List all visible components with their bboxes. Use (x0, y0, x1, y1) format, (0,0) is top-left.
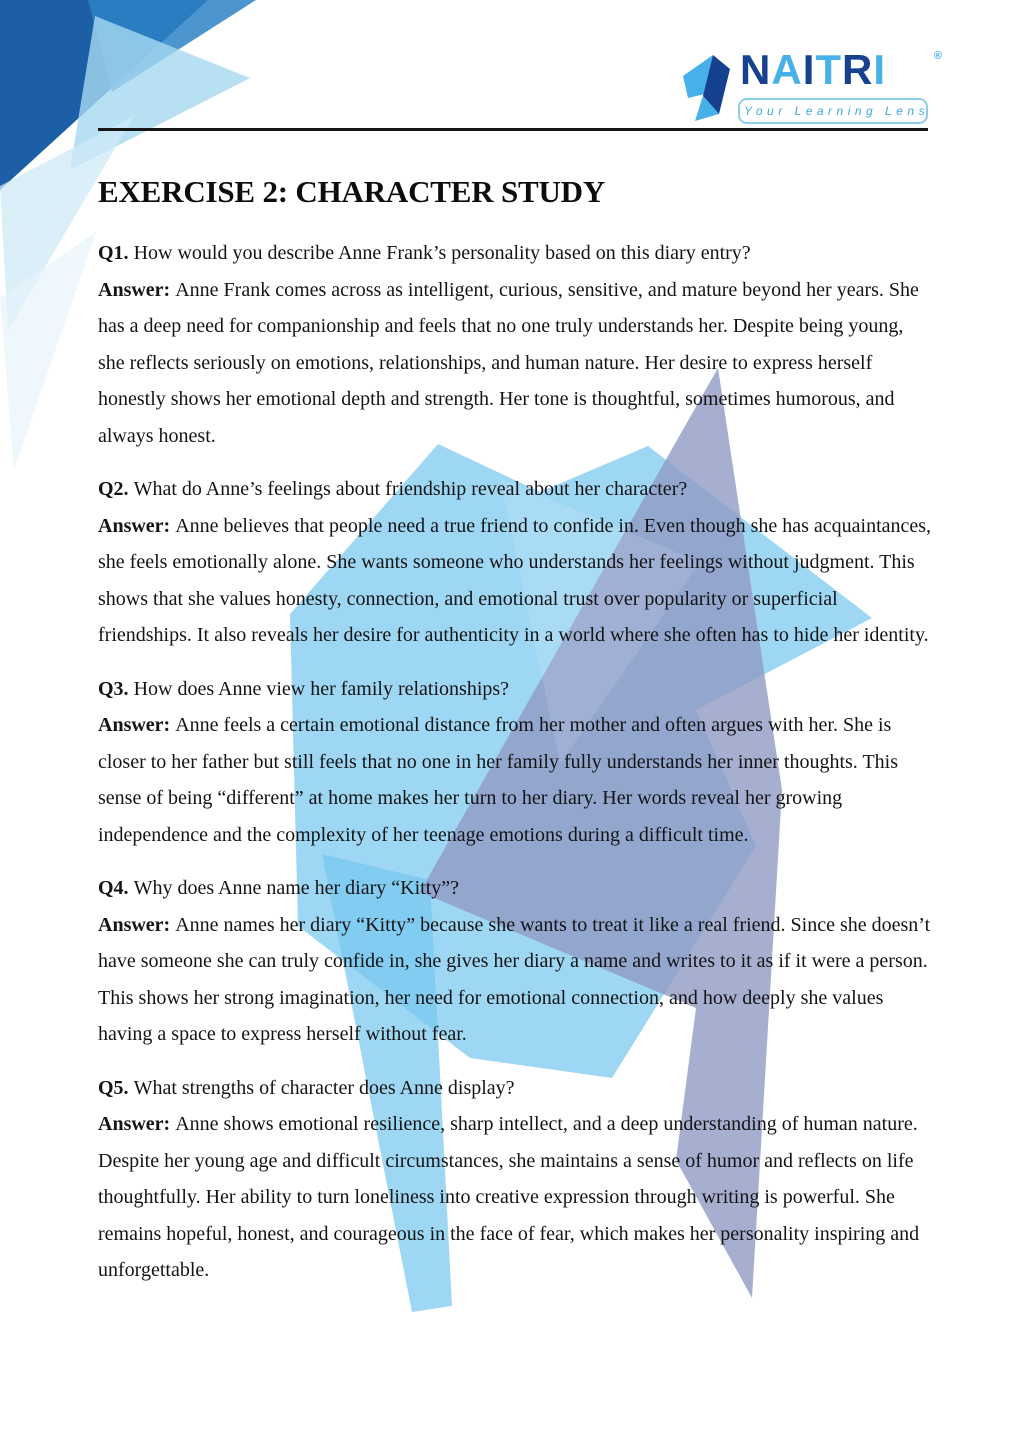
brand-letter: R (842, 46, 874, 93)
question-text: What strengths of character does Anne display? (133, 1076, 515, 1099)
registered-trademark-symbol: ® (933, 50, 942, 62)
answer-text: Anne names her diary “Kitty” because she wants to treat it like a real friend. Since she doesn’t have someone she can truly confide in, she gives her diary a name and writes to it as if it were a person. This shows her strong imagination, her need for emotional connection, and how deeply she values having a space to express herself without fear. (98, 913, 931, 1045)
answer (98, 272, 932, 455)
answer-text: Anne Frank comes across as intelligent, curious, sensitive, and mature beyond her years. She has a deep need for companionship and feels that no one truly understands her. Despite being young, she reflects seriously on emotions, relationships, and human nature. Her desire to express herself honestly shows her emotional depth and strength. Her tone is thoughtful, sometimes humorous, and always honest. (98, 278, 919, 447)
qa-block-3 (98, 671, 932, 854)
brand-tagline: Your Learning Lens (744, 104, 930, 118)
header-divider-line (98, 128, 928, 131)
question (98, 471, 932, 508)
brand-letter: I (873, 46, 887, 93)
answer-label: Answer: (98, 913, 171, 936)
document-content (98, 174, 932, 1306)
answer (98, 707, 932, 853)
brand-logo (680, 46, 942, 124)
question (98, 870, 932, 907)
brand-letter: I (802, 46, 816, 93)
question (98, 235, 932, 272)
question-text: How does Anne view her family relationships? (133, 677, 510, 700)
question-text: Why does Anne name her diary “Kitty”? (133, 877, 460, 899)
brand-letter: T (815, 46, 843, 93)
answer-label: Answer: (98, 278, 171, 301)
question-label: Q2. (98, 478, 129, 500)
brand-tagline-box (738, 98, 928, 124)
qa-block-1 (98, 235, 932, 454)
question-label: Q5. (98, 1076, 129, 1099)
answer-label: Answer: (98, 714, 171, 736)
question-text: What do Anne’s feelings about friendship reveal about her character? (133, 478, 688, 500)
answer (98, 907, 932, 1053)
answer-label: Answer: (98, 1113, 171, 1135)
brand-letter: N (740, 46, 772, 93)
question (98, 671, 932, 708)
qa-block-2 (98, 471, 932, 654)
question (98, 1070, 932, 1107)
qa-block-5 (98, 1070, 932, 1289)
qa-block-4 (98, 870, 932, 1053)
page-header (0, 0, 1024, 140)
answer-text: Anne shows emotional resilience, sharp intellect, and a deep understanding of human nature. Despite her young age and difficult circumstances, she maintains a sense of humor and reflects on life thoughtfully. Her ability to turn loneliness into creative expression through writing is powerful. She remains hopeful, honest, and courageous in the face of fear, which makes her personality inspiring and unforgettable. (98, 1113, 920, 1281)
brand-bird-icon (680, 52, 734, 122)
question-label: Q4. (98, 877, 129, 899)
answer-label: Answer: (98, 514, 171, 537)
question-text: How would you describe Anne Frank’s personality based on this diary entry? (133, 242, 751, 264)
answer (98, 1106, 932, 1289)
brand-letter: A (771, 46, 803, 93)
answer (98, 508, 932, 654)
brand-wordmark (740, 46, 886, 94)
answer-text: Anne believes that people need a true friend to confide in. Even though she has acquaintances, she feels emotionally alone. She wants someone who understands her feelings without judgment. This shows that she values honesty, connection, and emotional trust over popularity or superficial friendships. It also reveals her desire for authenticity in a world where she often has to hide her identity. (98, 514, 932, 646)
question-label: Q1. (98, 242, 129, 264)
answer-text: Anne feels a certain emotional distance from her mother and often argues with her. She is closer to her father but still feels that no one in her family fully understands her inner thoughts. This sense of being “different” at home makes her turn to her diary. Her words reveal her growing independence and the complexity of her teenage emotions during a difficult time. (98, 714, 898, 846)
page-title: EXERCISE 2: CHARACTER STUDY (98, 174, 606, 209)
question-label: Q3. (98, 677, 129, 700)
